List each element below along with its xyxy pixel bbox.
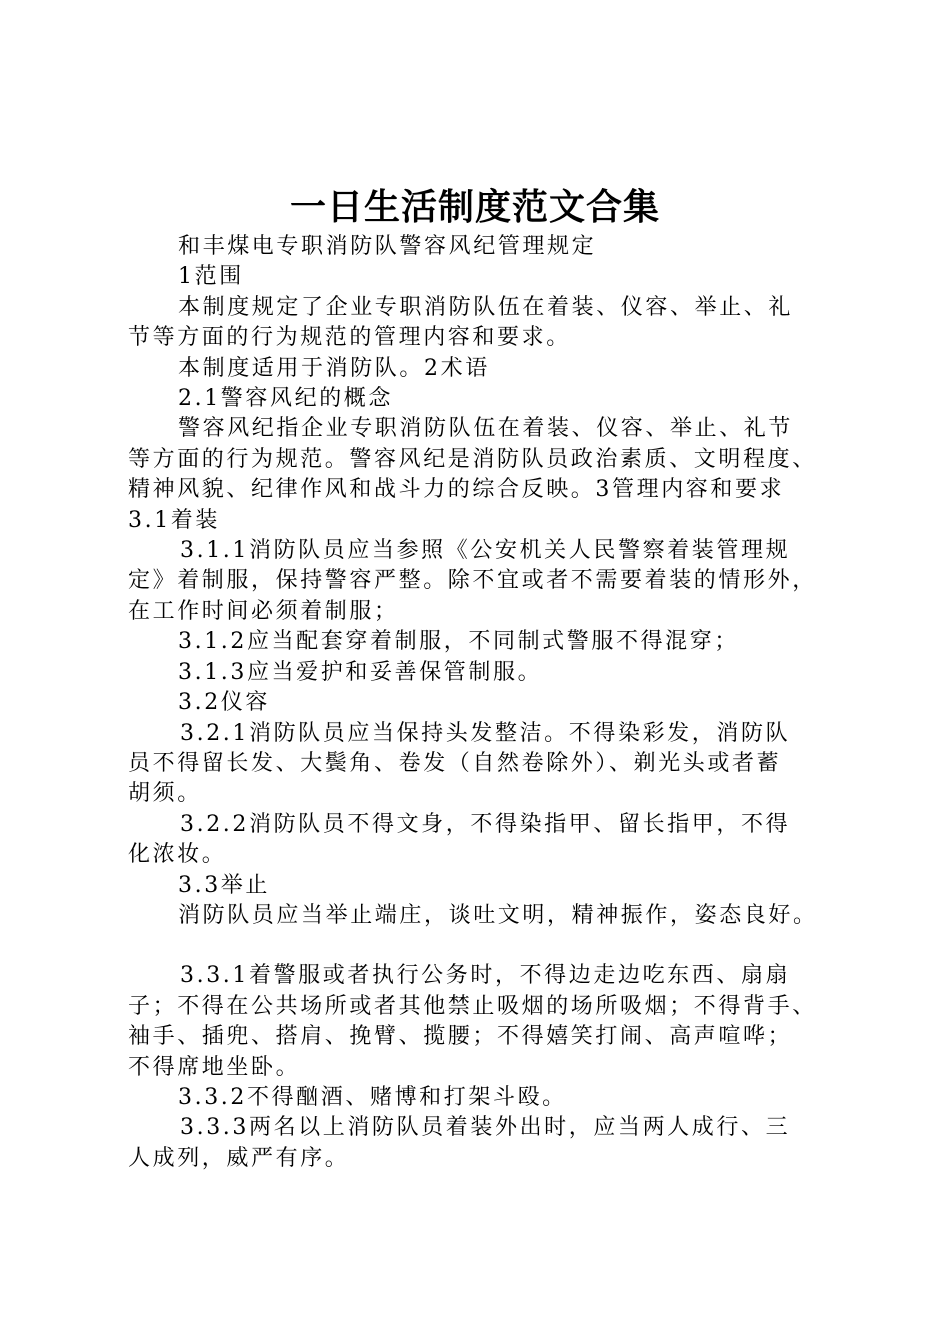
paragraph-line: 不得席地坐卧。: [128, 1054, 301, 1080]
paragraph-line: 定》着制服，保持警容严整。除不宜或者不需要着装的情形外，: [128, 568, 817, 594]
paragraph-line: 3.1.1消防队员应当参照《公安机关人民警察着装管理规: [180, 538, 791, 564]
paragraph-line: 员不得留长发、大鬓角、卷发（自然卷除外）、剃光头或者蓄: [128, 750, 782, 776]
paragraph-line: 胡须。: [128, 781, 202, 807]
paragraph-line: 袖手、插兜、搭肩、挽臂、揽腰；不得嬉笑打闹、高声喧哗；: [128, 1024, 793, 1050]
paragraph-gap: [128, 931, 850, 961]
subtitle-line: 和丰煤电专职消防队警容风纪管理规定: [178, 234, 597, 259]
paragraph-line: 3.1.3应当爱护和妥善保管制服。: [178, 659, 543, 685]
paragraph-line: 3.3.2不得酗酒、赌博和打架斗殴。: [178, 1084, 567, 1110]
paragraph-line: 等方面的行为规范。警容风纪是消防队员政治素质、文明程度、: [128, 446, 817, 472]
section-heading: 3.3举止: [178, 872, 270, 898]
document-title: 一日生活制度范文合集: [289, 187, 660, 228]
paragraph-line: 节等方面的行为规范的管理内容和要求。: [128, 325, 571, 351]
paragraph-line: 3.2.2消防队员不得文身，不得染指甲、留长指甲，不得: [180, 811, 791, 837]
paragraph-line: 人成列，威严有序。: [128, 1145, 350, 1171]
paragraph-line: 3.3.3两名以上消防队员着装外出时，应当两人成行、三: [180, 1115, 791, 1141]
paragraph-line: 3.2.1消防队员应当保持头发整洁。不得染彩发，消防队: [180, 720, 791, 746]
paragraph-line: 子；不得在公共场所或者其他禁止吸烟的场所吸烟；不得背手、: [128, 993, 817, 1019]
paragraph-line: 3.1.2应当配套穿着制服，不同制式警服不得混穿；: [178, 629, 739, 655]
section-heading: 3.1着装: [128, 507, 220, 533]
paragraph-line: 3.3.1着警服或者执行公务时，不得边走边吃东西、扇扇: [180, 963, 791, 989]
document-body: [128, 232, 850, 1174]
section-heading: 3.2仪容: [178, 690, 270, 716]
paragraph-line: 在工作时间必须着制服；: [128, 598, 399, 624]
paragraph-line: 本制度规定了企业专职消防队伍在着装、仪容、举止、礼: [178, 294, 794, 320]
section-heading: 2.1警容风纪的概念: [178, 386, 393, 412]
paragraph-line: 精神风貌、纪律作风和战斗力的综合反映。3管理内容和要求: [128, 477, 785, 503]
paragraph-line: 消防队员应当举止端庄，谈吐文明，精神振作，姿态良好。: [178, 902, 818, 928]
paragraph-line: 本制度适用于消防队。2术语: [178, 355, 490, 381]
paragraph-line: 化浓妆。: [128, 842, 227, 868]
paragraph-line: 警容风纪指企业专职消防队伍在着装、仪容、举止、礼节: [178, 416, 794, 442]
section-heading: 1范围: [178, 264, 244, 290]
